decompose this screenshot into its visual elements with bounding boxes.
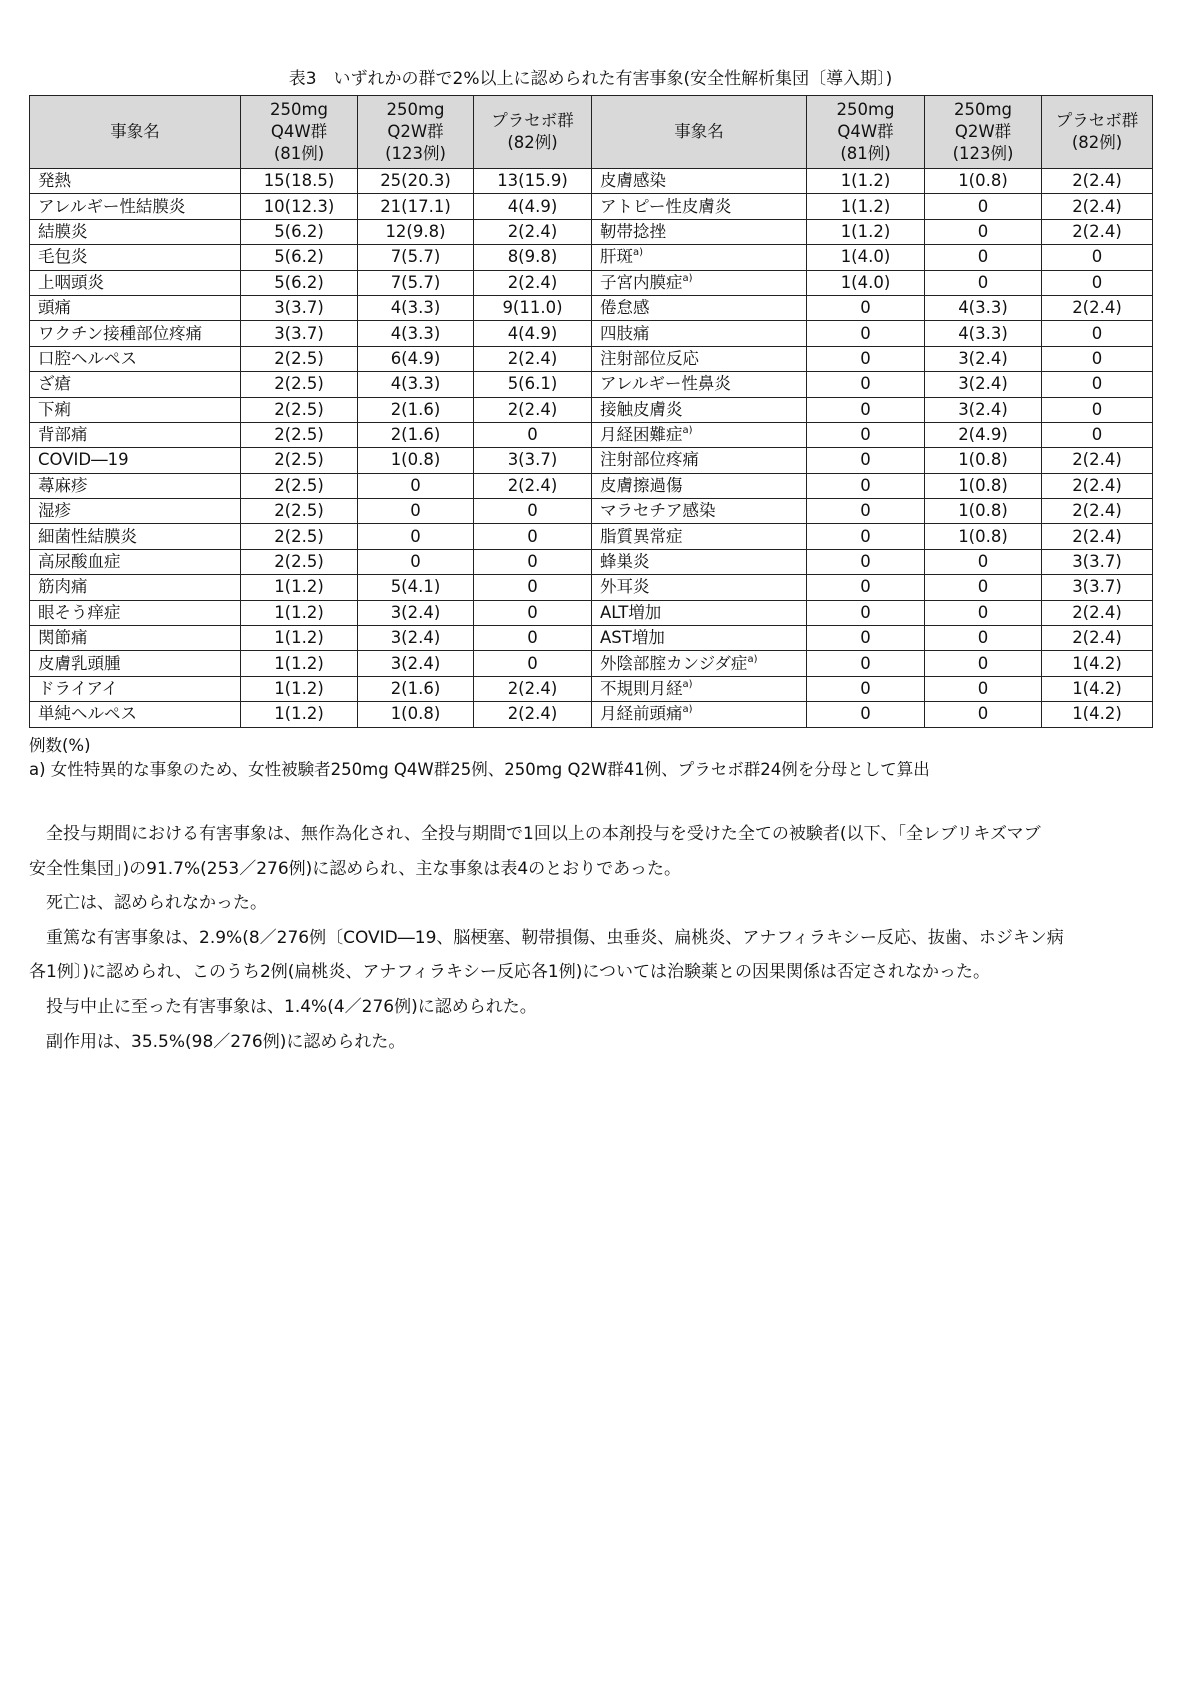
header-q2w: 250mg Q2W群 (123例) bbox=[925, 96, 1042, 169]
placebo-value: 0 bbox=[1042, 397, 1153, 422]
placebo-value: 2(2.4) bbox=[474, 270, 592, 295]
q4w-value: 1(1.2) bbox=[241, 575, 358, 600]
q4w-value: 2(2.5) bbox=[241, 524, 358, 549]
q4w-value: 1(1.2) bbox=[241, 676, 358, 701]
event-name: ALT増加 bbox=[592, 600, 807, 625]
placebo-value: 2(2.4) bbox=[474, 473, 592, 498]
q2w-value: 25(20.3) bbox=[358, 169, 474, 194]
body-line: 投与中止に至った有害事象は、1.4%(4／276例)に認められた。 bbox=[29, 997, 537, 1017]
q4w-value: 2(2.5) bbox=[241, 397, 358, 422]
q4w-value: 0 bbox=[807, 702, 925, 727]
q4w-value: 1(4.0) bbox=[807, 245, 925, 270]
header-q4w: 250mg Q4W群 (81例) bbox=[241, 96, 358, 169]
placebo-value: 0 bbox=[474, 600, 592, 625]
event-name: 下痢 bbox=[30, 397, 241, 422]
q4w-value: 5(6.2) bbox=[241, 270, 358, 295]
placebo-value: 2(2.4) bbox=[1042, 295, 1153, 320]
placebo-value: 0 bbox=[474, 549, 592, 574]
q4w-value: 0 bbox=[807, 346, 925, 371]
event-name: ざ瘡 bbox=[30, 372, 241, 397]
event-name: 靭帯捻挫 bbox=[592, 219, 807, 244]
q4w-value: 2(2.5) bbox=[241, 499, 358, 524]
q2w-value: 0 bbox=[925, 626, 1042, 651]
q4w-value: 0 bbox=[807, 549, 925, 574]
placebo-value: 8(9.8) bbox=[474, 245, 592, 270]
placebo-value: 2(2.4) bbox=[1042, 473, 1153, 498]
placebo-value: 2(2.4) bbox=[1042, 524, 1153, 549]
placebo-value: 4(4.9) bbox=[474, 194, 592, 219]
event-name: 発熱 bbox=[30, 169, 241, 194]
placebo-value: 4(4.9) bbox=[474, 321, 592, 346]
q2w-value: 6(4.9) bbox=[358, 346, 474, 371]
table-row bbox=[30, 397, 1153, 422]
table-row bbox=[30, 448, 1153, 473]
q4w-value: 0 bbox=[807, 676, 925, 701]
q2w-value: 3(2.4) bbox=[925, 346, 1042, 371]
q4w-value: 2(2.5) bbox=[241, 422, 358, 447]
placebo-value: 0 bbox=[474, 422, 592, 447]
placebo-value: 0 bbox=[1042, 245, 1153, 270]
unit-note: 例数(%) bbox=[29, 736, 91, 755]
q2w-value: 0 bbox=[358, 524, 474, 549]
table-row bbox=[30, 702, 1153, 727]
q2w-value: 4(3.3) bbox=[358, 372, 474, 397]
q2w-value: 0 bbox=[925, 676, 1042, 701]
q2w-value: 3(2.4) bbox=[358, 626, 474, 651]
q4w-value: 1(1.2) bbox=[807, 169, 925, 194]
table-row bbox=[30, 651, 1153, 676]
q2w-value: 0 bbox=[925, 245, 1042, 270]
placebo-value: 2(2.4) bbox=[1042, 626, 1153, 651]
event-name: 月経困難症$^{a)}$ bbox=[592, 422, 807, 447]
q2w-value: 7(5.7) bbox=[358, 245, 474, 270]
table-row bbox=[30, 346, 1153, 371]
body-line: 重篤な有害事象は、2.9%(8／276例〔COVID―19、脳梗塞、靭帯損傷、虫垂炎、扁桃炎、アナフィラキシー反応、抜歯、ホジキン病 bbox=[29, 927, 1064, 948]
q2w-value: 4(3.3) bbox=[358, 295, 474, 320]
q2w-value: 2(1.6) bbox=[358, 676, 474, 701]
q2w-value: 0 bbox=[925, 702, 1042, 727]
table-row bbox=[30, 219, 1153, 244]
q2w-value: 1(0.8) bbox=[358, 448, 474, 473]
body-line: 各1例〕)に認められ、このうち2例(扁桃炎、アナフィラキシー反応各1例)については治験薬との因果関係は否定されなかった。 bbox=[29, 962, 990, 983]
placebo-value: 2(2.4) bbox=[474, 702, 592, 727]
table-row bbox=[30, 295, 1153, 320]
q4w-value: 0 bbox=[807, 499, 925, 524]
event-name: ドライアイ bbox=[30, 676, 241, 701]
q4w-value: 5(6.2) bbox=[241, 245, 358, 270]
event-name: ワクチン接種部位疼痛 bbox=[30, 321, 241, 346]
placebo-value: 13(15.9) bbox=[474, 169, 592, 194]
placebo-value: 0 bbox=[1042, 270, 1153, 295]
q4w-value: 1(1.2) bbox=[241, 651, 358, 676]
header-event: 事象名 bbox=[30, 96, 241, 169]
placebo-value: 2(2.4) bbox=[474, 397, 592, 422]
event-name: アトピー性皮膚炎 bbox=[592, 194, 807, 219]
event-name: COVID―19 bbox=[30, 448, 241, 473]
placebo-value: 0 bbox=[474, 626, 592, 651]
body-line: 死亡は、認められなかった。 bbox=[29, 893, 267, 914]
q2w-value: 12(9.8) bbox=[358, 219, 474, 244]
event-name: 蜂巣炎 bbox=[592, 549, 807, 574]
q2w-value: 3(2.4) bbox=[358, 600, 474, 625]
event-name: 外陰部腟カンジダ症$^{a)}$ bbox=[592, 651, 807, 676]
event-name: 湿疹 bbox=[30, 499, 241, 524]
event-name: 頭痛 bbox=[30, 295, 241, 320]
q2w-value: 0 bbox=[925, 270, 1042, 295]
footnote-marker: a) bbox=[682, 272, 693, 284]
event-name: 肝斑$^{a)}$ bbox=[592, 245, 807, 270]
q4w-value: 0 bbox=[807, 321, 925, 346]
q2w-value: 0 bbox=[925, 575, 1042, 600]
table-row bbox=[30, 524, 1153, 549]
q2w-value: 0 bbox=[358, 473, 474, 498]
q2w-value: 2(4.9) bbox=[925, 422, 1042, 447]
placebo-value: 2(2.4) bbox=[1042, 194, 1153, 219]
q4w-value: 0 bbox=[807, 372, 925, 397]
table-row bbox=[30, 321, 1153, 346]
event-name: 接触皮膚炎 bbox=[592, 397, 807, 422]
q2w-value: 0 bbox=[358, 499, 474, 524]
event-name: アレルギー性結膜炎 bbox=[30, 194, 241, 219]
q4w-value: 2(2.5) bbox=[241, 448, 358, 473]
adverse-events-table bbox=[29, 95, 1153, 728]
q4w-value: 0 bbox=[807, 448, 925, 473]
placebo-value: 0 bbox=[474, 575, 592, 600]
q2w-value: 3(2.4) bbox=[358, 651, 474, 676]
q4w-value: 2(2.5) bbox=[241, 372, 358, 397]
q2w-value: 2(1.6) bbox=[358, 397, 474, 422]
q4w-value: 3(3.7) bbox=[241, 321, 358, 346]
event-name: 注射部位反応 bbox=[592, 346, 807, 371]
placebo-value: 0 bbox=[1042, 346, 1153, 371]
event-name: 不規則月経$^{a)}$ bbox=[592, 676, 807, 701]
q2w-value: 3(2.4) bbox=[925, 372, 1042, 397]
footnote-a: a) 女性特異的な事象のため、女性被験者250mg Q4W群25例、250mg Q2W群41例、プラセボ群24例を分母として算出 bbox=[29, 760, 930, 779]
header-row bbox=[30, 96, 1153, 169]
table-row bbox=[30, 549, 1153, 574]
q2w-value: 0 bbox=[925, 549, 1042, 574]
event-name: 細菌性結膜炎 bbox=[30, 524, 241, 549]
table-row bbox=[30, 473, 1153, 498]
placebo-value: 0 bbox=[1042, 422, 1153, 447]
event-name: 高尿酸血症 bbox=[30, 549, 241, 574]
header-placebo: プラセボ群 (82例) bbox=[1042, 96, 1153, 169]
header-placebo: プラセボ群 (82例) bbox=[474, 96, 592, 169]
event-name: 関節痛 bbox=[30, 626, 241, 651]
event-name: 上咽頭炎 bbox=[30, 270, 241, 295]
event-name: マラセチア感染 bbox=[592, 499, 807, 524]
event-name: 注射部位疼痛 bbox=[592, 448, 807, 473]
event-name: 眼そう痒症 bbox=[30, 600, 241, 625]
footnote-marker: a) bbox=[682, 704, 693, 716]
body-line: 安全性集団」)の91.7%(253／276例)に認められ、主な事象は表4のとおりであった。 bbox=[29, 858, 681, 879]
event-name: 蕁麻疹 bbox=[30, 473, 241, 498]
table-row bbox=[30, 575, 1153, 600]
placebo-value: 1(4.2) bbox=[1042, 676, 1153, 701]
q2w-value: 1(0.8) bbox=[925, 499, 1042, 524]
placebo-value: 2(2.4) bbox=[474, 219, 592, 244]
q4w-value: 0 bbox=[807, 626, 925, 651]
q4w-value: 0 bbox=[807, 397, 925, 422]
q4w-value: 10(12.3) bbox=[241, 194, 358, 219]
q2w-value: 0 bbox=[925, 194, 1042, 219]
event-name: 子宮内膜症$^{a)}$ bbox=[592, 270, 807, 295]
event-name: 四肢痛 bbox=[592, 321, 807, 346]
table-row bbox=[30, 676, 1153, 701]
placebo-value: 0 bbox=[1042, 321, 1153, 346]
table-row bbox=[30, 600, 1153, 625]
placebo-value: 1(4.2) bbox=[1042, 651, 1153, 676]
table-row bbox=[30, 169, 1153, 194]
q2w-value: 0 bbox=[925, 651, 1042, 676]
event-name: 外耳炎 bbox=[592, 575, 807, 600]
placebo-value: 2(2.4) bbox=[474, 346, 592, 371]
q2w-value: 4(3.3) bbox=[925, 321, 1042, 346]
q2w-value: 3(2.4) bbox=[925, 397, 1042, 422]
q4w-value: 1(4.0) bbox=[807, 270, 925, 295]
table-row bbox=[30, 245, 1153, 270]
table-row bbox=[30, 626, 1153, 651]
event-name: 単純ヘルペス bbox=[30, 702, 241, 727]
event-name: 筋肉痛 bbox=[30, 575, 241, 600]
event-name: アレルギー性鼻炎 bbox=[592, 372, 807, 397]
body-line: 副作用は、35.5%(98／276例)に認められた。 bbox=[29, 1031, 406, 1052]
placebo-value: 2(2.4) bbox=[1042, 600, 1153, 625]
footnote-marker: a) bbox=[747, 653, 758, 665]
table-row bbox=[30, 270, 1153, 295]
q2w-value: 21(17.1) bbox=[358, 194, 474, 219]
q2w-value: 1(0.8) bbox=[925, 473, 1042, 498]
q2w-value: 0 bbox=[358, 549, 474, 574]
q2w-value: 1(0.8) bbox=[925, 169, 1042, 194]
header-q4w: 250mg Q4W群 (81例) bbox=[807, 96, 925, 169]
placebo-value: 2(2.4) bbox=[1042, 499, 1153, 524]
q4w-value: 2(2.5) bbox=[241, 549, 358, 574]
q4w-value: 1(1.2) bbox=[241, 600, 358, 625]
q4w-value: 5(6.2) bbox=[241, 219, 358, 244]
footnote-marker: a) bbox=[682, 425, 693, 437]
q2w-value: 1(0.8) bbox=[358, 702, 474, 727]
q4w-value: 15(18.5) bbox=[241, 169, 358, 194]
q4w-value: 0 bbox=[807, 473, 925, 498]
event-name: 結膜炎 bbox=[30, 219, 241, 244]
q2w-value: 4(3.3) bbox=[925, 295, 1042, 320]
placebo-value: 0 bbox=[474, 524, 592, 549]
event-name: 毛包炎 bbox=[30, 245, 241, 270]
q2w-value: 5(4.1) bbox=[358, 575, 474, 600]
header-q2w: 250mg Q2W群 (123例) bbox=[358, 96, 474, 169]
event-name: 皮膚擦過傷 bbox=[592, 473, 807, 498]
table-row bbox=[30, 372, 1153, 397]
placebo-value: 2(2.4) bbox=[1042, 448, 1153, 473]
q4w-value: 1(1.2) bbox=[241, 702, 358, 727]
body-line: 全投与期間における有害事象は、無作為化され、全投与期間で1回以上の本剤投与を受けた全ての被験者(以下、「全レブリキズマブ bbox=[29, 824, 1041, 844]
placebo-value: 2(2.4) bbox=[474, 676, 592, 701]
q2w-value: 1(0.8) bbox=[925, 448, 1042, 473]
q4w-value: 0 bbox=[807, 575, 925, 600]
q4w-value: 2(2.5) bbox=[241, 473, 358, 498]
table-row bbox=[30, 194, 1153, 219]
q2w-value: 1(0.8) bbox=[925, 524, 1042, 549]
event-name: 皮膚感染 bbox=[592, 169, 807, 194]
event-name: 口腔ヘルペス bbox=[30, 346, 241, 371]
table-title: 表3 いずれかの群で2%以上に認められた有害事象(安全性解析集団〔導入期〕) bbox=[288, 69, 893, 89]
q4w-value: 2(2.5) bbox=[241, 346, 358, 371]
placebo-value: 3(3.7) bbox=[1042, 575, 1153, 600]
placebo-value: 1(4.2) bbox=[1042, 702, 1153, 727]
event-name: 皮膚乳頭腫 bbox=[30, 651, 241, 676]
q4w-value: 0 bbox=[807, 295, 925, 320]
table-row bbox=[30, 422, 1153, 447]
q4w-value: 0 bbox=[807, 600, 925, 625]
q4w-value: 1(1.2) bbox=[807, 194, 925, 219]
header-event: 事象名 bbox=[592, 96, 807, 169]
footnote-marker: a) bbox=[682, 679, 693, 690]
placebo-value: 0 bbox=[1042, 372, 1153, 397]
event-name: 月経前頭痛$^{a)}$ bbox=[592, 702, 807, 727]
placebo-value: 3(3.7) bbox=[1042, 549, 1153, 574]
q4w-value: 0 bbox=[807, 651, 925, 676]
event-name: 背部痛 bbox=[30, 422, 241, 447]
event-name: 倦怠感 bbox=[592, 295, 807, 320]
placebo-value: 2(2.4) bbox=[1042, 219, 1153, 244]
q2w-value: 4(3.3) bbox=[358, 321, 474, 346]
placebo-value: 5(6.1) bbox=[474, 372, 592, 397]
placebo-value: 3(3.7) bbox=[474, 448, 592, 473]
placebo-value: 9(11.0) bbox=[474, 295, 592, 320]
table-row bbox=[30, 499, 1153, 524]
q4w-value: 1(1.2) bbox=[807, 219, 925, 244]
q4w-value: 0 bbox=[807, 422, 925, 447]
q4w-value: 1(1.2) bbox=[241, 626, 358, 651]
placebo-value: 0 bbox=[474, 651, 592, 676]
placebo-value: 0 bbox=[474, 499, 592, 524]
placebo-value: 2(2.4) bbox=[1042, 169, 1153, 194]
q2w-value: 0 bbox=[925, 219, 1042, 244]
event-name: 脂質異常症 bbox=[592, 524, 807, 549]
event-name: AST増加 bbox=[592, 626, 807, 651]
q2w-value: 7(5.7) bbox=[358, 270, 474, 295]
q4w-value: 0 bbox=[807, 524, 925, 549]
q2w-value: 0 bbox=[925, 600, 1042, 625]
footnote-marker: a) bbox=[633, 247, 644, 259]
q4w-value: 3(3.7) bbox=[241, 295, 358, 320]
q2w-value: 2(1.6) bbox=[358, 422, 474, 447]
